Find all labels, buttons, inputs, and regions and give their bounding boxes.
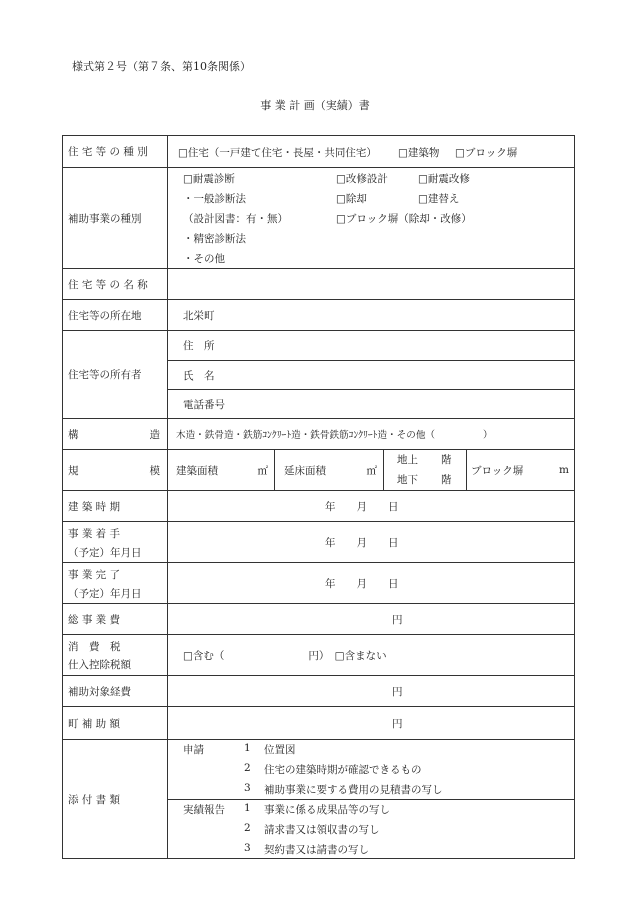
block-wall-type-checkbox[interactable]: □ブロック塀 [455,147,518,159]
tax-label-2: 仕入控除税額 [68,659,131,671]
end-label-2: （予定）年月日 [68,588,142,600]
report-item: 事業に係る成果品等の写し [264,804,390,816]
built-date-field[interactable]: 年 月 日 [325,500,399,513]
tax-inclusion-field[interactable]: □含む（ 円） □含まない [183,649,387,662]
start-date-field[interactable]: 年 月 日 [325,536,399,549]
page-title: 事 業 計 画（実績）書 [260,99,370,112]
application-item-no: 2 [244,762,251,774]
start-label-2: （予定）年月日 [68,547,142,559]
scale-label-a: 規 [68,464,79,477]
floor-area-field[interactable] [284,450,377,490]
owner-name-field[interactable]: 氏 名 [183,369,215,382]
built-period-label: 建 築 時 期 [68,500,121,513]
town-subsidy-label: 町 補 助 額 [68,717,121,730]
general-diagnosis-option: ・一般診断法 [183,193,246,205]
eligible-cost-label: 補助対象経費 [68,685,131,698]
report-label: 実績報告 [183,804,225,816]
application-label: 申請 [183,744,204,756]
structure-label-b: 造 [149,428,160,441]
building-area-unit: ㎡ [257,464,268,477]
attachments-label: 添 付 書 類 [68,793,121,806]
structure-options[interactable]: 木造・鉄骨造・鉄筋ｺﾝｸﾘｰﾄ造・鉄骨鉄筋ｺﾝｸﾘｰﾄ造・その他（ ） [176,430,493,441]
scale-label-b: 模 [149,464,160,477]
application-item-no: 1 [244,742,251,754]
report-item: 契約書又は請書の写し [264,844,369,856]
total-cost-field[interactable]: 円 [392,613,403,626]
floor-area-label: 延床面積 [284,464,326,477]
application-item: 住宅の建築時期が確認できるもの [264,764,422,776]
start-label-1: 事 業 着 手 [68,528,121,540]
scale-label [68,450,160,490]
end-date-field[interactable]: 年 月 日 [325,577,399,590]
block-wall-length-field[interactable] [471,450,569,490]
property-name-field[interactable] [168,269,574,299]
report-item-no: 3 [244,842,251,854]
town-subsidy-field[interactable]: 円 [392,717,403,730]
subsidy-type-label: 補助事業の種別 [68,212,142,225]
owner-label: 住宅等の所有者 [68,369,142,381]
owner-phone-field[interactable]: 電話番号 [183,398,225,411]
seismic-diagnosis-checkbox[interactable]: □耐震診断 [183,173,235,185]
block-wall-work-checkbox[interactable]: □ブロック塀（除却・改修） [336,213,472,225]
demolition-checkbox[interactable]: □除却 [336,193,367,205]
location-label: 住宅等の所在地 [68,309,142,322]
seismic-renovation-checkbox[interactable]: □耐震改修 [418,173,470,185]
building-area-label: 建築面積 [176,464,218,477]
floors-above-unit: 階 [441,454,452,466]
total-cost-label: 総 事 業 費 [68,613,121,626]
floors-below-unit: 階 [441,474,452,486]
detailed-diagnosis-option: ・精密診断法 [183,233,246,245]
application-item: 位置図 [264,744,296,756]
renovation-design-checkbox[interactable]: □改修設計 [336,173,388,185]
report-item: 請求書又は領収書の写し [264,824,380,836]
other-diagnosis-option: ・その他 [183,253,225,265]
owner-address-field[interactable]: 住 所 [183,340,215,352]
building-type-checkbox[interactable]: □建築物 [398,147,440,159]
application-item: 補助事業に要する費用の見積書の写し [264,784,443,796]
block-wall-label: ブロック塀 [471,464,524,477]
end-label-1: 事 業 完 了 [68,569,121,581]
eligible-cost-field[interactable]: 円 [392,685,403,698]
housing-type-checkbox[interactable]: □住宅（一戸建て住宅・長屋・共同住宅） [178,147,377,159]
report-item-no: 2 [244,822,251,834]
block-wall-unit: m [559,464,569,476]
building-area-field[interactable] [176,450,268,490]
floors-below-label: 地下 [397,474,418,486]
application-item-no: 3 [244,782,251,794]
location-field[interactable]: 北栄町 [183,309,215,322]
form-number: 様式第２号（第７条、第10条関係） [72,60,251,73]
property-name-label: 住 宅 等 の 名 称 [68,278,148,291]
type-label: 住 宅 等 の 種 別 [68,146,148,158]
structure-label-a: 構 [68,428,79,441]
structure-label [68,419,160,449]
tax-label-1: 消 費 税 [68,641,121,653]
design-drawings-option: （設計図書：有・無） [183,213,288,225]
rebuild-checkbox[interactable]: □建替え [418,193,460,205]
floors-above-label: 地上 [397,454,418,466]
floor-area-unit: ㎡ [366,464,377,477]
report-item-no: 1 [244,802,251,814]
